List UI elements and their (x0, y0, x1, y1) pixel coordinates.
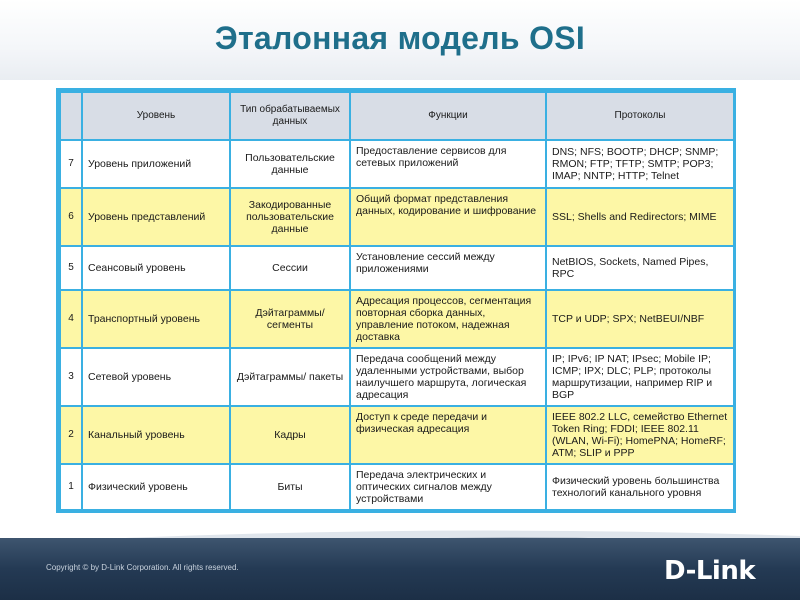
row-functions: Передача сообщений между удаленными устройствами, выбор наилучшего маршрута, логическая адресация (350, 348, 546, 406)
row-num: 5 (60, 246, 82, 290)
row-num: 2 (60, 406, 82, 464)
row-num: 1 (60, 464, 82, 510)
row-functions: Адресация процессов, сегментация повторная сборка данных, управление потоком, надежная доставка (350, 290, 546, 348)
row-num: 6 (60, 188, 82, 246)
row-data-type: Сессии (230, 246, 350, 290)
row-level: Сетевой уровень (82, 348, 230, 406)
row-level: Транспортный уровень (82, 290, 230, 348)
table-row (60, 348, 734, 406)
osi-table (59, 91, 735, 511)
row-data-type: Кадры (230, 406, 350, 464)
row-functions: Установление сессий между приложениями (350, 246, 546, 290)
row-level: Физический уровень (82, 464, 230, 510)
table-row (60, 188, 734, 246)
row-protocols: Физический уровень большинства технологий канального уровня (546, 464, 734, 510)
header-level: Уровень (82, 92, 230, 140)
row-protocols: IP; IPv6; IP NAT; IPsec; Mobile IP; ICMP; IPX; DLC; PLP; протоколы маршрутизации, например RIP и BGP (546, 348, 734, 406)
row-num: 4 (60, 290, 82, 348)
header-functions: Функции (350, 92, 546, 140)
row-protocols: NetBIOS, Sockets, Named Pipes, RPC (546, 246, 734, 290)
table-row (60, 290, 734, 348)
row-num: 3 (60, 348, 82, 406)
osi-table-frame (56, 88, 736, 513)
row-functions: Доступ к среде передачи и физическая адресация (350, 406, 546, 464)
row-num: 7 (60, 140, 82, 188)
row-protocols: TCP и UDP; SPX; NetBEUI/NBF (546, 290, 734, 348)
copyright-text: Copyright © by D-Link Corporation. All rights reserved. (46, 563, 239, 572)
row-protocols: DNS; NFS; BOOTP; DHCP; SNMP; RMON; FTP; TFTP; SMTP; POP3; IMAP; NNTP; HTTP; Telnet (546, 140, 734, 188)
row-data-type: Дэйтаграммы/ пакеты (230, 348, 350, 406)
dlink-logo: D-Link (664, 556, 756, 586)
row-level: Уровень представлений (82, 188, 230, 246)
row-data-type: Биты (230, 464, 350, 510)
row-data-type: Дэйтаграммы/ сегменты (230, 290, 350, 348)
header-num (60, 92, 82, 140)
row-level: Канальный уровень (82, 406, 230, 464)
row-protocols: SSL; Shells and Redirectors; MIME (546, 188, 734, 246)
row-protocols: IEEE 802.2 LLC, семейство Ethernet Token Ring; FDDI; IEEE 802.11 (WLAN, Wi-Fi); HomePNA; HomeRF; ATM; SLIP и PPP (546, 406, 734, 464)
table-row (60, 464, 734, 510)
table-row (60, 406, 734, 464)
header-data-type: Тип обрабатываемых данных (230, 92, 350, 140)
table-row (60, 140, 734, 188)
row-level: Уровень приложений (82, 140, 230, 188)
row-data-type: Закодированные пользовательские данные (230, 188, 350, 246)
table-header-row (60, 92, 734, 140)
table-row (60, 246, 734, 290)
page-title: Эталонная модель OSI (214, 20, 586, 56)
header-protocols: Протоколы (546, 92, 734, 140)
row-data-type: Пользовательские данные (230, 140, 350, 188)
row-functions: Передача электрических и оптических сигналов между устройствами (350, 464, 546, 510)
row-functions: Предоставление сервисов для сетевых приложений (350, 140, 546, 188)
row-level: Сеансовый уровень (82, 246, 230, 290)
row-functions: Общий формат представления данных, кодирование и шифрование (350, 188, 546, 246)
